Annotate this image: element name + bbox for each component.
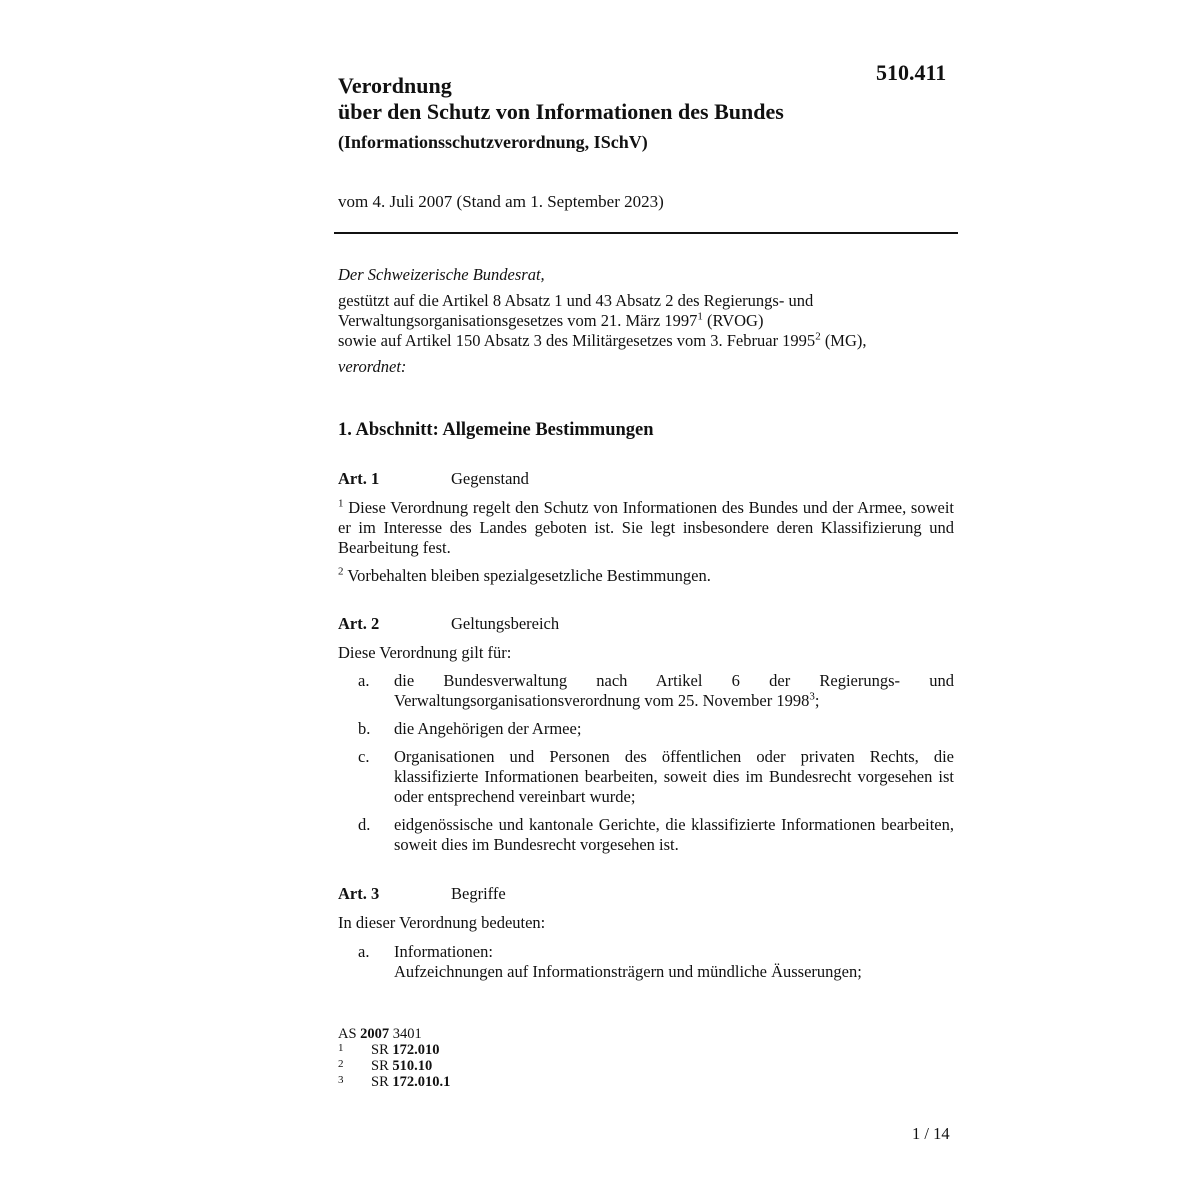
list-item	[338, 719, 954, 739]
as-reference	[338, 1026, 450, 1042]
preamble-line-2	[338, 311, 958, 331]
art-1-paragraph-2-text: Vorbehalten bleiben spezialgesetzliche Bestimmungen.	[343, 566, 711, 585]
art-1-heading	[338, 469, 958, 489]
list-item	[338, 815, 954, 855]
preamble-line-3-text: sowie auf Artikel 150 Absatz 3 des Militärgesetzes vom 3. Februar 1995	[338, 331, 816, 350]
header-rule	[334, 232, 958, 234]
list-item	[338, 942, 954, 982]
art-3-heading	[338, 884, 958, 904]
footnote-entry	[338, 1042, 450, 1058]
sr-number: 510.411	[876, 60, 947, 85]
title-line-2: über den Schutz von Informationen des Bundes	[338, 99, 784, 124]
term: Informationen:	[394, 942, 493, 961]
art-1-paragraph-1	[338, 498, 954, 558]
art-2-heading	[338, 614, 958, 634]
footnote-ref-2[interactable]: 2	[815, 330, 821, 343]
footnote-text	[371, 1042, 440, 1058]
footnote-ref-1[interactable]: 1	[697, 310, 703, 323]
list-letter: d.	[358, 815, 371, 834]
date-line: vom 4. Juli 2007 (Stand am 1. September 2023)	[338, 192, 664, 211]
art-2-intro: Diese Verordnung gilt für:	[338, 643, 512, 662]
preamble-authority: Der Schweizerische Bundesrat,	[338, 265, 545, 284]
list-text	[394, 671, 954, 711]
art-2-list	[338, 671, 954, 863]
footnote-prefix: SR	[371, 1058, 393, 1074]
art-1-paragraph-2	[338, 566, 954, 586]
preamble-line-3	[338, 331, 958, 351]
list-item	[338, 671, 954, 711]
art-2-number: Art. 2	[338, 614, 380, 633]
art-1-paragraph-1-text: Diese Verordnung regelt den Schutz von Informationen des Bundes und der Armee, soweit er im Interesse des Landes geboten ist. Sie legt insbesondere deren Klassifizierung und Bearbeitung fest.	[338, 498, 954, 557]
footnote-ref-3[interactable]: 3	[809, 690, 815, 703]
footnotes	[338, 1026, 450, 1090]
list-letter: a.	[358, 942, 370, 961]
preamble-line-2-text: Verwaltungsorganisationsgesetzes vom 21. März 1997	[338, 311, 698, 330]
footnote-number: 3	[338, 1074, 344, 1086]
title-block	[338, 73, 938, 155]
page-number: 1 / 14	[912, 1124, 950, 1143]
art-3-list	[338, 942, 954, 990]
footnote-prefix: SR	[371, 1042, 393, 1058]
footnote-ref-link[interactable]: 172.010	[392, 1042, 440, 1058]
preamble-decree: verordnet:	[338, 357, 407, 376]
as-page: 3401	[389, 1026, 422, 1042]
footnote-text	[371, 1074, 450, 1090]
subtitle: (Informationsschutzverordnung, ISchV)	[338, 132, 648, 152]
paragraph-number: 1	[338, 497, 344, 510]
list-text: die Angehörigen der Armee;	[394, 719, 582, 738]
footnote-entry	[338, 1074, 450, 1090]
footnote-ref-link[interactable]: 172.010.1	[392, 1074, 451, 1090]
art-1-number: Art. 1	[338, 469, 380, 488]
preamble-line-2-suffix: (RVOG)	[702, 311, 764, 330]
footnote-number: 1	[338, 1042, 344, 1054]
footnote-prefix: SR	[371, 1074, 393, 1090]
as-prefix: AS	[338, 1026, 361, 1042]
art-3-title: Begriffe	[451, 884, 506, 903]
list-letter: c.	[358, 747, 370, 766]
list-text-body: die Bundesverwaltung nach Artikel 6 der Regierungs- und Verwaltungsorganisationsverordnung vom 25. November 1998	[394, 671, 954, 710]
as-year: 2007	[360, 1026, 390, 1042]
definition: Aufzeichnungen auf Informationsträgern und mündliche Äusserungen;	[394, 962, 862, 981]
list-text	[394, 942, 954, 982]
preamble-line-1: gestützt auf die Artikel 8 Absatz 1 und 43 Absatz 2 des Regierungs- und	[338, 291, 814, 310]
preamble	[338, 265, 958, 377]
footnote-text	[371, 1058, 432, 1074]
list-letter: a.	[358, 671, 370, 690]
list-text: eidgenössische und kantonale Gerichte, die klassifizierte Informationen bearbeiten, soweit dies im Bundesrecht vorgesehen ist.	[394, 815, 954, 854]
footnote-ref-link[interactable]: 510.10	[392, 1058, 433, 1074]
list-text-suffix: ;	[814, 691, 820, 710]
footnote-entry	[338, 1058, 450, 1074]
art-2-title: Geltungsbereich	[451, 614, 560, 633]
section-heading: 1. Abschnitt: Allgemeine Bestimmungen	[338, 420, 654, 440]
art-3-intro: In dieser Verordnung bedeuten:	[338, 913, 546, 932]
footnote-number: 2	[338, 1058, 344, 1070]
paragraph-number: 2	[338, 565, 344, 578]
title-line-1: Verordnung	[338, 73, 452, 98]
preamble-line-3-suffix: (MG),	[820, 331, 867, 350]
list-letter: b.	[358, 719, 371, 738]
art-3-number: Art. 3	[338, 884, 380, 903]
list-item	[338, 747, 954, 807]
art-1-title: Gegenstand	[451, 469, 529, 488]
list-text: Organisationen und Personen des öffentlichen oder privaten Rechts, die klassifizierte Informationen bearbeiten, soweit dies im Bundesrecht vorgesehen ist oder entsprechend vereinbart wurde;	[394, 747, 954, 806]
